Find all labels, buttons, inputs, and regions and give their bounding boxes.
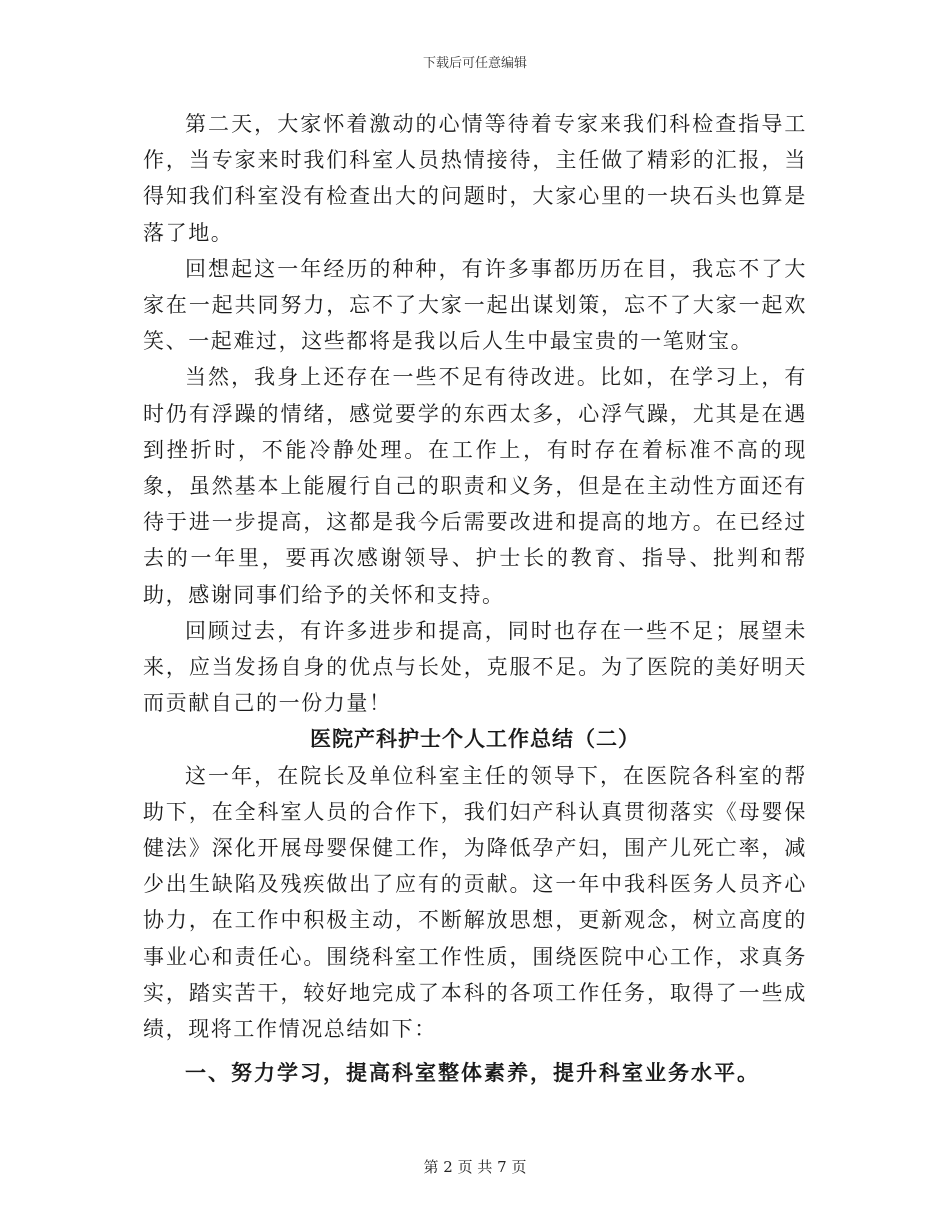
section-intro-paragraph: 这一年，在院长及单位科室主任的领导下，在医院各科室的帮助下，在全科室人员的合作下，我们妇产科认真贯彻落实《母婴保健法》深化开展母婴保健工作，为降低孕产妇，围产儿死亡率，减少出生缺陷及残疾做出了应有的贡献。这一年中我科医务人员齐心协力，在工作中积极主动，不断解放思想，更新观念，树立高度的事业心和责任心。围绕科室工作性质，围绕医院中心工作，求真务实，踏实苦干，较好地完成了本科的各项工作任务，取得了一些成绩，现将工作情况总结如下： <box>143 763 807 1042</box>
section-subheading: 一、努力学习，提高科室整体素养，提升科室业务水平。 <box>185 1060 760 1086</box>
paragraph-shortcomings: 当然，我身上还存在一些不足有待改进。比如，在学习上，有时仍有浮躁的情绪，感觉要学的东西太多，心浮气躁，尤其是在遇到挫折时，不能冷静处理。在工作上，有时存在着标准不高的现象，虽然基本上能履行自己的职责和义务，但是在主动性方面还有待于进一步提高，这都是我今后需要改进和提高的地方。在已经过去的一年里，要再次感谢领导、护士长的教育、指导、批判和帮助，感谢同事们给予的关怀和支持。 <box>143 365 807 607</box>
paragraph-year-review: 回想起这一年经历的种种，有许多事都历历在目，我忘不了大家在一起共同努力，忘不了大家一起出谋划策，忘不了大家一起欢笑、一起难过，这些都将是我以后人生中最宝贵的一笔财宝。 <box>143 256 807 354</box>
paragraph-outlook: 回顾过去，有许多进步和提高，同时也存在一些不足；展望未来，应当发扬自身的优点与长处，克服不足。为了医院的美好明天而贡献自己的一份力量！ <box>143 618 807 716</box>
page-number: 第 2 页 共 7 页 <box>423 1158 527 1176</box>
page-header-note: 下载后可任意编辑 <box>422 56 527 71</box>
paragraph-expert-visit: 第二天，大家怀着激动的心情等待着专家来我们科检查指导工作，当专家来时我们科室人员热情接待，主任做了精彩的汇报，当得知我们科室没有检查出大的问题时，大家心里的一块石头也算是落了地。 <box>143 112 807 245</box>
document-body <box>143 106 807 1091</box>
section-title: 医院产科护士个人工作总结（二） <box>310 726 640 752</box>
